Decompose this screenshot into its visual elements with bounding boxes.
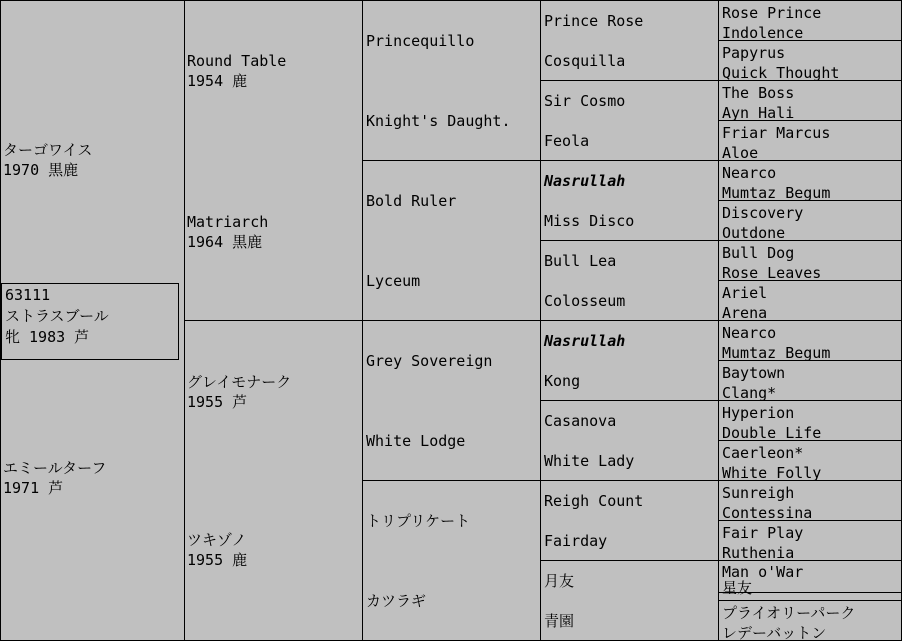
- gen4-cell: Reigh Count: [544, 492, 644, 510]
- gen5-cell: [719, 41, 902, 81]
- gen5-dam-name: Arena: [722, 304, 768, 322]
- sire-cell: [3, 140, 92, 180]
- gen5-cell: [719, 281, 902, 321]
- gen4-cell: Feola: [544, 132, 590, 150]
- sire-detail: 1970 黒鹿: [3, 161, 79, 179]
- horse-detail: 1954 鹿: [187, 72, 248, 90]
- gen4-cell: Colosseum: [544, 292, 626, 310]
- gen5-sire-name: Sunreigh: [722, 484, 795, 502]
- horse-name: グレイモナーク: [187, 373, 292, 391]
- subject-name: ストラスブール: [5, 307, 109, 325]
- gen2-cell: [187, 51, 286, 91]
- gen3-cell: Princequillo: [366, 32, 475, 50]
- horse-detail: 1955 鹿: [187, 551, 248, 569]
- gen3-cell: Bold Ruler: [366, 192, 457, 210]
- gen5-dam-name: Outdone: [722, 224, 786, 242]
- gen5-sire-name: Man o'War: [722, 563, 804, 581]
- gen3-cell: Knight's Daught.: [366, 112, 511, 130]
- gen2-cell: [187, 530, 247, 570]
- gen5-cell: [719, 121, 902, 161]
- gen4-cell: Kong: [544, 372, 581, 390]
- gen4-cell: Miss Disco: [544, 212, 635, 230]
- gen3-cell: Grey Sovereign: [366, 352, 493, 370]
- gen2-cell: [187, 212, 268, 252]
- gen4-cell: Cosquilla: [544, 52, 626, 70]
- gen5-dam-name: Double Life: [722, 424, 822, 442]
- gen5-sire-name: Fair Play: [722, 524, 804, 542]
- gen5-cell: [719, 401, 902, 441]
- gen4-cell: White Lady: [544, 452, 635, 470]
- gen3-cell: トリプリケート: [366, 512, 471, 530]
- gen5-dam-name: Ayn Hali: [722, 104, 795, 122]
- gen3-cell: Lyceum: [366, 272, 421, 290]
- gen5-sire-name: The Boss: [722, 84, 795, 102]
- subject-box: [1, 283, 179, 360]
- gen5-sire-name: Friar Marcus: [722, 124, 831, 142]
- horse-name: Matriarch: [187, 213, 269, 231]
- gen5-sire-name: プライオリーパーク: [722, 604, 856, 622]
- gen4-cell: 青園: [544, 612, 575, 630]
- gen5-sire-name: Ariel: [722, 284, 768, 302]
- gen5-cell: [719, 201, 902, 241]
- gen5-sire-name: Bull Dog: [722, 244, 795, 262]
- gen5-cell: [719, 241, 902, 281]
- gen5-dam-name: Indolence: [722, 24, 804, 42]
- gen5-sire-name: Discovery: [722, 204, 804, 222]
- gen5-cell: [719, 561, 902, 601]
- horse-detail: 1964 黒鹿: [187, 233, 263, 251]
- gen5-dam-name: Quick Thought: [722, 64, 840, 82]
- gen5-cell: [719, 321, 902, 361]
- gen5-dam-name: Rose Leaves: [722, 264, 822, 282]
- gen4-cell: Nasrullah: [544, 332, 626, 350]
- gen5-dam-name: Mumtaz Begum: [722, 344, 831, 362]
- gen5-cell: [719, 481, 902, 521]
- dam-name: エミールターフ: [3, 459, 107, 477]
- gen5-sire-name: Nearco: [722, 324, 777, 342]
- gen2-cell: [187, 372, 291, 412]
- horse-name: ツキゾノ: [187, 531, 247, 549]
- gen4-cell: Fairday: [544, 532, 608, 550]
- gen5-cell: [719, 521, 902, 561]
- horse-detail: 1955 芦: [187, 393, 248, 411]
- gen5-dam-name: 星友: [722, 579, 753, 597]
- subject-id: 63111: [5, 286, 51, 304]
- gen5-cell: [719, 441, 902, 481]
- gen3-cell: カツラギ: [366, 592, 427, 610]
- gen5-dam-name: Contessina: [722, 504, 813, 522]
- gen5-cell: [719, 81, 902, 121]
- gen5-sire-name: Baytown: [722, 364, 786, 382]
- gen4-cell: Bull Lea: [544, 252, 617, 270]
- gen5-sire-name: Nearco: [722, 164, 777, 182]
- dam-cell: [3, 458, 106, 498]
- subject-detail: 牝 1983 芦: [5, 328, 90, 346]
- gen5-dam-name: Mumtaz Begum: [722, 184, 831, 202]
- gen4-cell: Casanova: [544, 412, 617, 430]
- gen4-cell: Prince Rose: [544, 12, 644, 30]
- gen5-sire-name: Papyrus: [722, 44, 786, 62]
- gen5-dam-name: Ruthenia: [722, 544, 795, 562]
- gen3-cell: White Lodge: [366, 432, 466, 450]
- horse-name: Round Table: [187, 52, 287, 70]
- gen5-cell: [719, 161, 902, 201]
- gen5-dam-name: Aloe: [722, 144, 759, 162]
- gen4-cell: Sir Cosmo: [544, 92, 626, 110]
- gen5-sire-name: Hyperion: [722, 404, 795, 422]
- gen5-sire-name: Rose Prince: [722, 4, 822, 22]
- gen5-cell: [719, 1, 902, 41]
- dam-detail: 1971 芦: [3, 479, 64, 497]
- gen5-cell: [719, 601, 902, 641]
- gen4-cell: Nasrullah: [544, 172, 626, 190]
- gen5-dam-name: Clang*: [722, 384, 777, 402]
- gen5-cell: [719, 361, 902, 401]
- gen4-cell: 月友: [544, 572, 575, 590]
- gen5-dam-name: レデーバットン: [722, 624, 827, 641]
- sire-name: ターゴワイス: [3, 141, 93, 159]
- gen5-sire-name: Caerleon*: [722, 444, 804, 462]
- gen5-dam-name: White Folly: [722, 464, 822, 482]
